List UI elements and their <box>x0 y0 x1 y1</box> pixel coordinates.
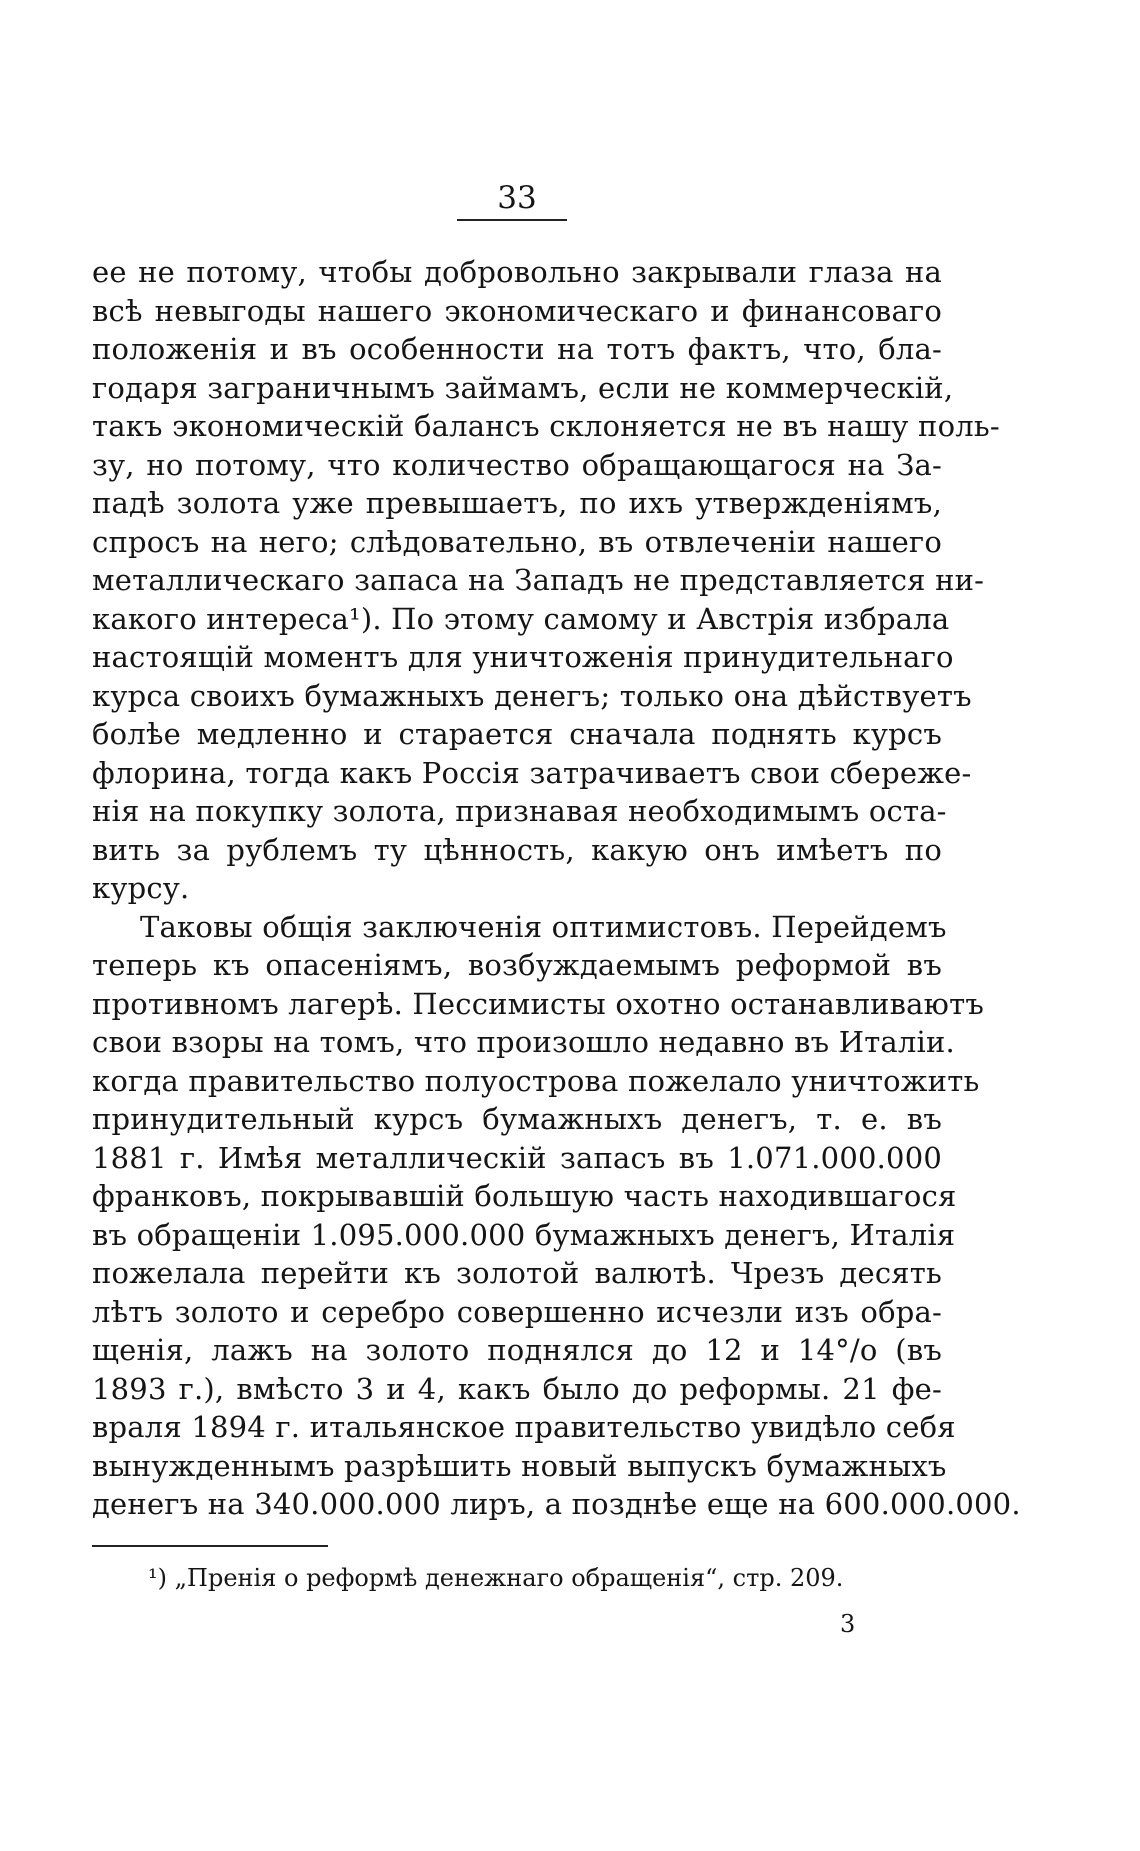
text-line: годаря заграничнымъ займамъ, если не коммерческій, <box>92 370 954 405</box>
text-line: теперь къ опасеніямъ, возбуждаемымъ реформой въ <box>92 948 942 982</box>
text-line: щенія, лажъ на золото поднялся до 12 и 14°/o (въ <box>92 1333 942 1367</box>
text-line: лѣтъ золото и серебро совершенно исчезли изъ обра- <box>92 1294 942 1329</box>
text-line: противномъ лагерѣ. Пессимисты охотно останавливаютъ <box>92 986 984 1021</box>
text-line: какого интереса¹). По этому самому и Австрія избрала <box>92 601 950 636</box>
text-line: всѣ невыгоды нашего экономическаго и финансоваго <box>92 293 942 328</box>
text-line: Таковы общія заключенія оптимистовъ. Перейдемъ <box>140 909 947 944</box>
text-line: когда правительство полуострова пожелало уничтожить <box>92 1063 980 1098</box>
text-line: 1893 г.), вмѣсто 3 и 4, какъ было до реформы. 21 фе- <box>92 1371 942 1406</box>
text-line: курса своихъ бумажныхъ денегъ; только она дѣйствуетъ <box>92 678 972 713</box>
text-line: принудительный курсъ бумажныхъ денегъ, т. е. въ <box>92 1102 942 1136</box>
text-line: свои взоры на томъ, что произошло недавно въ Италіи. <box>92 1025 955 1059</box>
text-line: такъ экономическій балансъ склоняется не въ нашу поль- <box>92 409 1000 443</box>
text-line: денегъ на 340.000.000 лиръ, а позднѣе еще на 600.000.000. <box>92 1487 1021 1521</box>
page-number: 33 <box>497 180 537 216</box>
text-line: ее не потому, чтобы добровольно закрывали глаза на <box>92 255 942 289</box>
text-line: пожелала перейти къ золотой валютѣ. Чрезъ десять <box>92 1256 942 1290</box>
text-line: курсу. <box>92 871 190 905</box>
text-line: въ обращеніи 1.095.000.000 бумажныхъ денегъ, Италія <box>92 1217 956 1252</box>
footnote: ¹) „Пренія о реформѣ денежнаго обращенія“, стр. 209. <box>148 1564 844 1592</box>
text-line: спросъ на него; слѣдовательно, въ отвлеченіи нашего <box>92 524 942 559</box>
text-line: вынужденнымъ разрѣшить новый выпускъ бумажныхъ <box>92 1448 947 1483</box>
footnote-rule <box>92 1545 328 1547</box>
text-line: зу, но потому, что количество обращающагося на За- <box>92 447 942 482</box>
text-line: болѣе медленно и старается сначала поднять курсъ <box>92 717 942 751</box>
text-line: настоящій моментъ для уничтоженія принудительнаго <box>92 640 954 674</box>
body-text <box>92 253 1021 1524</box>
text-line: франковъ, покрывавшій большую часть находившагося <box>92 1179 957 1213</box>
text-line: положенія и въ особенности на тотъ фактъ, что, бла- <box>92 332 942 366</box>
text-line: флорина, тогда какъ Россія затрачиваетъ свои сбереже- <box>92 755 972 790</box>
header-rule <box>457 219 567 221</box>
text-line: 1881 г. Имѣя металлическій запасъ въ 1.071.000.000 <box>92 1140 942 1175</box>
text-line: нія на покупку золота, признавая необходимымъ оста- <box>92 794 947 828</box>
text-line: металлическаго запаса на Западъ не представляется ни- <box>92 563 985 597</box>
text-line: вить за рублемъ ту цѣнность, какую онъ имѣетъ по <box>92 832 942 867</box>
signature-mark: 3 <box>840 1610 856 1638</box>
text-line: враля 1894 г. итальянское правительство увидѣло себя <box>92 1410 956 1444</box>
text-line: падѣ золота уже превышаетъ, по ихъ утвержденіямъ, <box>92 486 942 520</box>
